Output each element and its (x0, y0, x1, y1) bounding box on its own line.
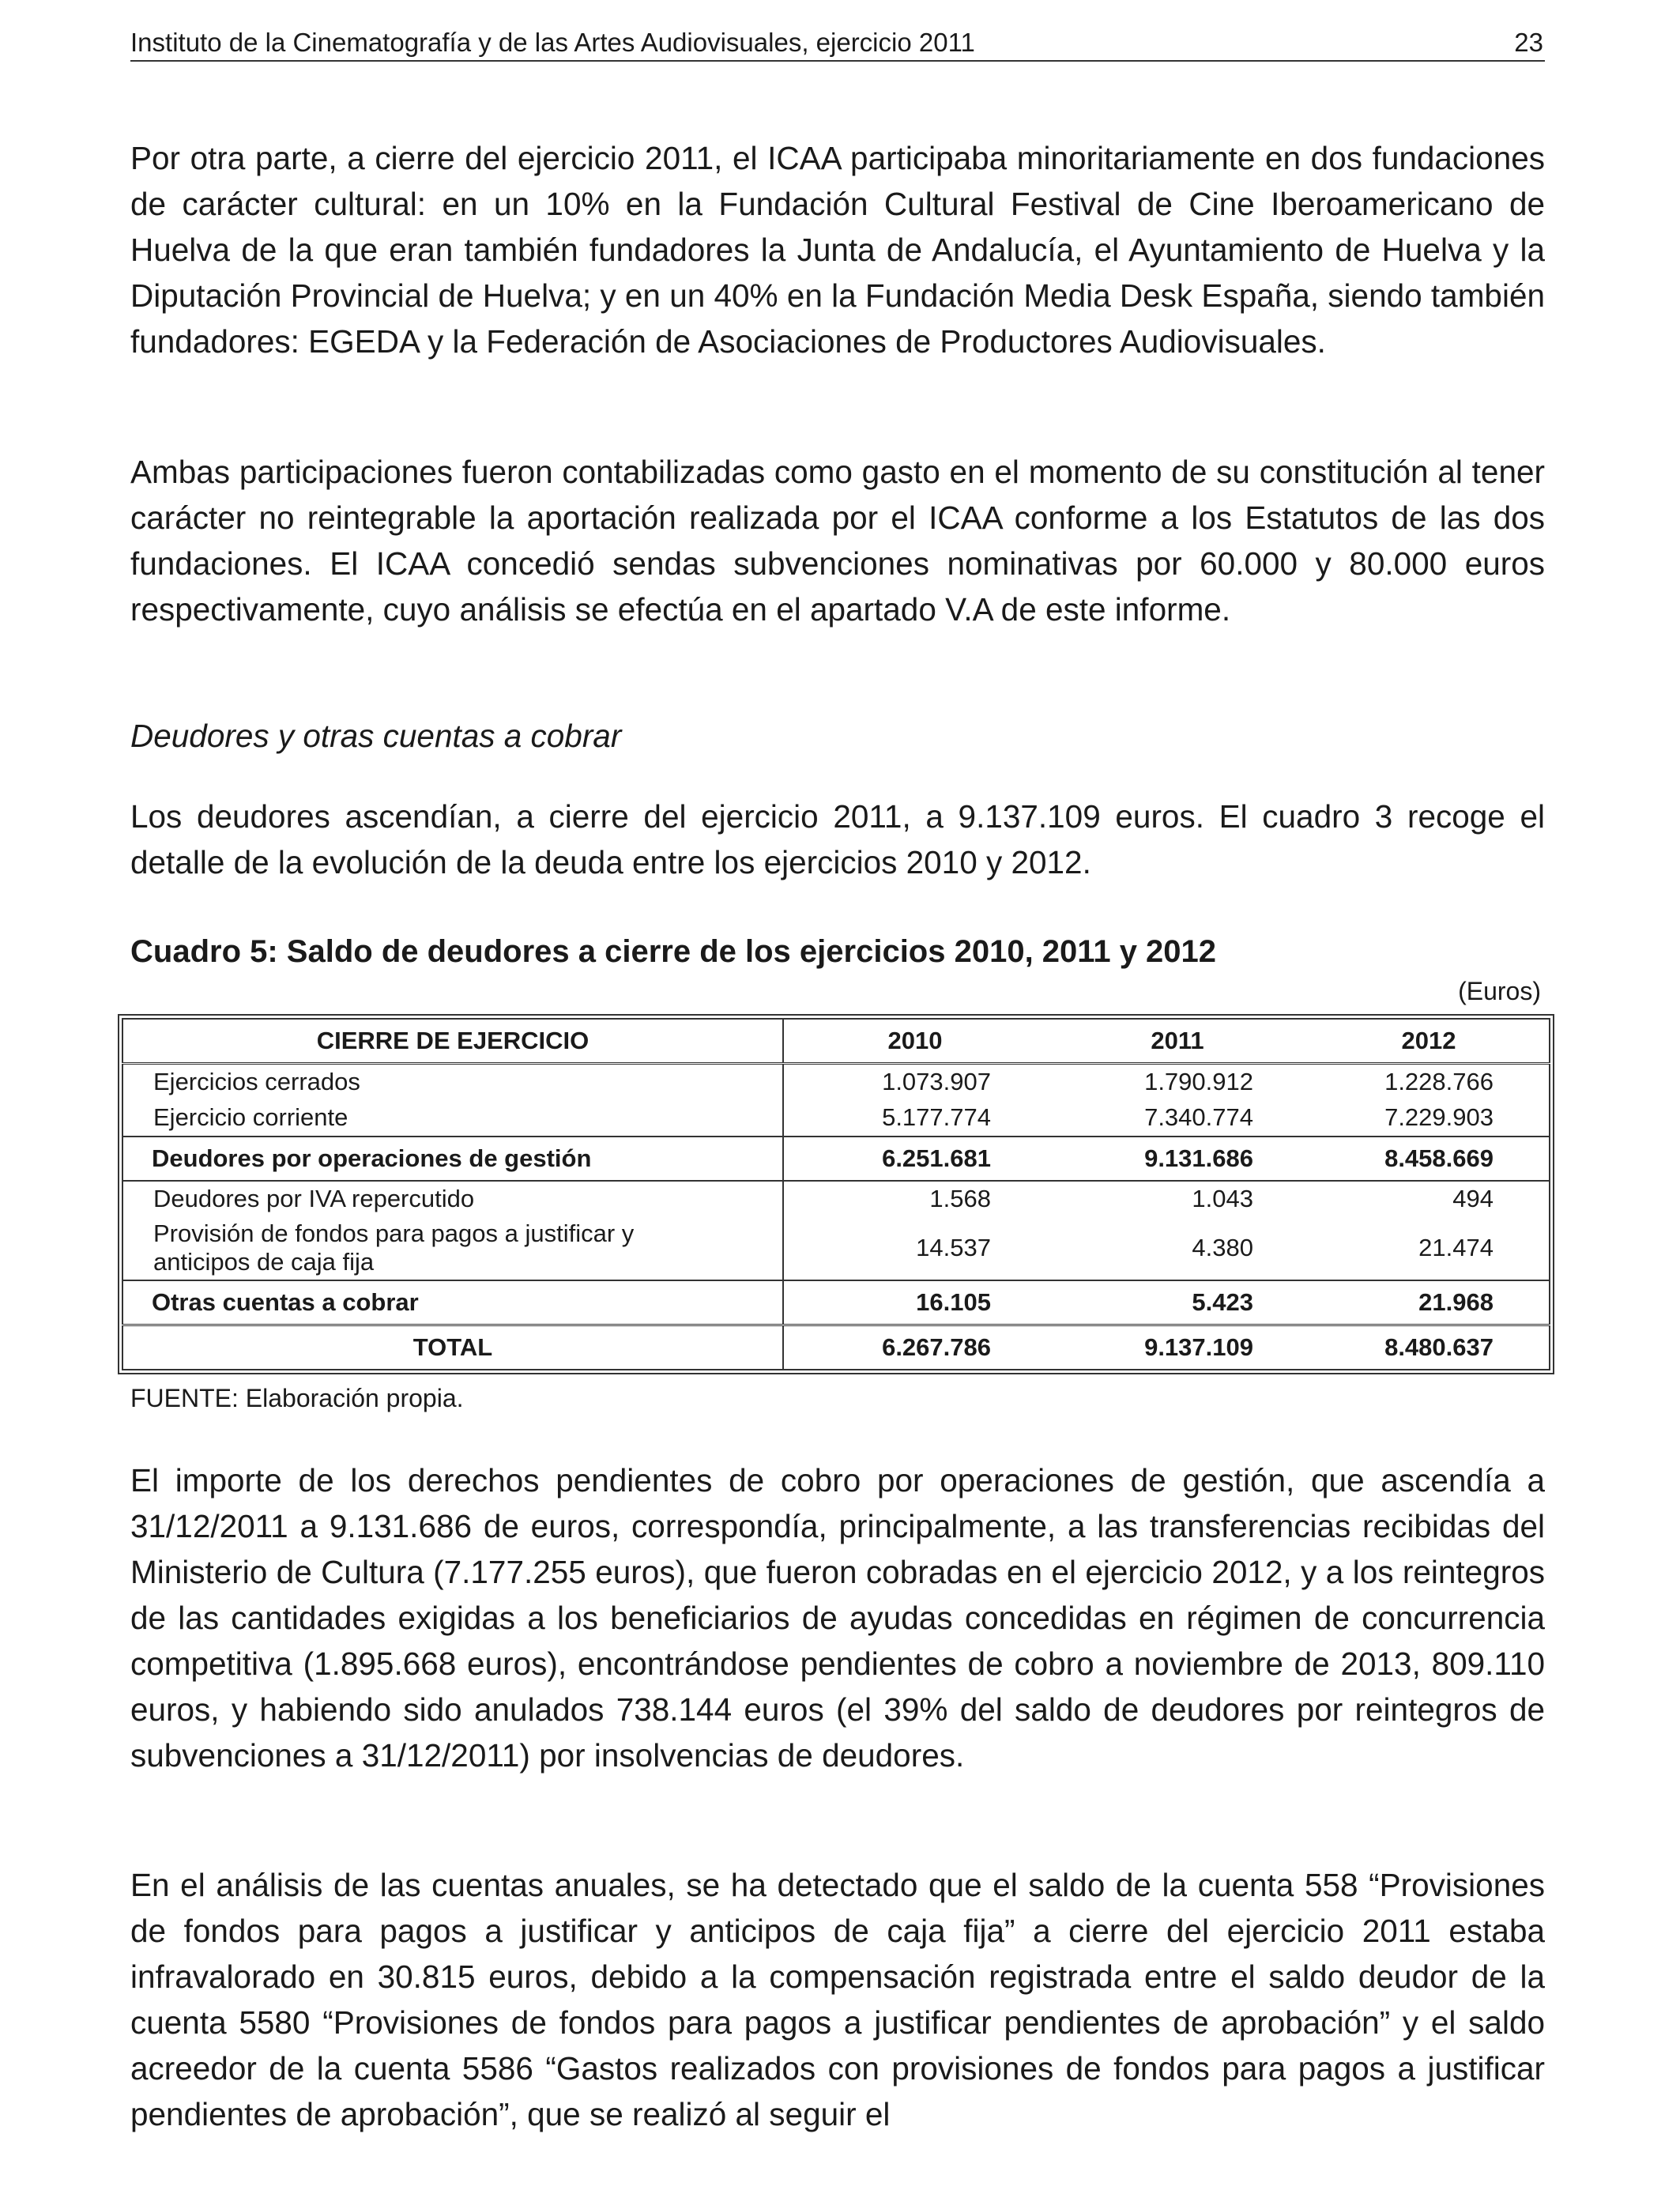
table-row (122, 1181, 1550, 1217)
cell-value: 6.251.681 (783, 1137, 1046, 1181)
cell-value: 7.340.774 (1144, 1103, 1253, 1131)
page-header (130, 25, 1545, 62)
cell-value: 1.790.912 (1144, 1068, 1253, 1096)
page-number: 23 (1514, 28, 1543, 57)
header-cell-2011: 2011 (1046, 1019, 1309, 1064)
paragraph-provisions: En el análisis de las cuentas anuales, se ha detectado que el saldo de la cuenta 558 “Provisiones de fondos para pagos a justificar y anticipos de caja fija” a cierre del ejercicio 2011 estaba infravalorado en 30.815 euros, debido a la compensación registrada entre el saldo deudor de la cuenta 5580 “Provisiones de fondos para pagos a justificar pendientes de aprobación” y el saldo acreedor de la cuenta 5586 “Gastos realizados con provisiones de fondos para pagos a justificar pendientes de aprobación”, que se realizó al seguir el (130, 1867, 1545, 2132)
cell-value: 16.105 (783, 1280, 1046, 1325)
paragraph-collection: El importe de los derechos pendientes de cobro por operaciones de gestión, que ascendía a 31/12/2011 a 9.131.686 de euros, correspondía, principalmente, a las transferencias recibidas del Ministerio de Cultura (7.177.255 euros), que fueron cobradas en el ejercicio 2012, y a los reintegros de las cantidades exigidas a los beneficiarios de ayudas concedidas en régimen de concurrencia competitiva (1.895.668 euros), encontrándose pendientes de cobro a noviembre de 2013, 809.110 euros, y habiendo sido anulados 738.144 euros (el 39% del saldo de deudores por reintegros de subvenciones a 31/12/2011) por insolvencias de deudores. (130, 1462, 1545, 1774)
cell-value: 14.537 (916, 1234, 991, 1261)
table-row (122, 1064, 1550, 1100)
cell-value: 9.137.109 (1046, 1325, 1309, 1370)
cell-value: 9.131.686 (1046, 1137, 1309, 1181)
cell-value: 6.267.786 (783, 1325, 1046, 1370)
paragraph-accounting: Ambas participaciones fueron contabilizadas como gasto en el momento de su constitución al tener carácter no reintegrable la aportación realizada por el ICAA conforme a los Estatutos de las dos fundaciones. El ICAA concedió sendas subvenciones nominativas por 60.000 y 80.000 euros respectivamente, cuyo análisis se efectúa en el apartado V.A de este informe. (130, 454, 1545, 628)
row-label: Ejercicios cerrados (122, 1064, 783, 1100)
cell-value: 4.380 (1192, 1234, 1253, 1261)
cell-value: 21.968 (1309, 1280, 1550, 1325)
debtors-table (122, 1018, 1550, 1370)
table-caption: Cuadro 5: Saldo de deudores a cierre de los ejercicios 2010, 2011 y 2012 (130, 934, 1217, 969)
paragraph-debtors: Los deudores ascendían, a cierre del ejercicio 2011, a 9.137.109 euros. El cuadro 3 recoge el detalle de la evolución de la deuda entre los ejercicios 2010 y 2012. (130, 798, 1545, 880)
row-label: Deudores por operaciones de gestión (122, 1137, 783, 1181)
cell-value: 5.177.774 (882, 1103, 991, 1131)
table-row (122, 1100, 1550, 1137)
header-title: Instituto de la Cinematografía y de las Artes Audiovisuales, ejercicio 2011 (130, 28, 975, 57)
row-label: TOTAL (122, 1325, 783, 1370)
section-subheading: Deudores y otras cuentas a cobrar (130, 718, 622, 754)
table-row-subtotal (122, 1137, 1550, 1181)
cell-value: 8.458.669 (1309, 1137, 1550, 1181)
table-units: (Euros) (1458, 977, 1541, 1005)
header-cell-2010: 2010 (783, 1019, 1046, 1064)
cell-value: 21.474 (1418, 1234, 1494, 1261)
cell-value: 1.073.907 (882, 1068, 991, 1096)
cell-value: 1.228.766 (1384, 1068, 1494, 1096)
table-row-subtotal (122, 1280, 1550, 1325)
table-header-row (122, 1019, 1550, 1064)
cell-value: 5.423 (1046, 1280, 1309, 1325)
row-label: Deudores por IVA repercutido (122, 1181, 783, 1217)
paragraph-foundations: Por otra parte, a cierre del ejercicio 2011, el ICAA participaba minoritariamente en dos fundaciones de carácter cultural: en un 10% en la Fundación Cultural Festival de Cine Iberoamericano de Huelva de la que eran también fundadores la Junta de Andalucía, el Ayuntamiento de Huelva y la Diputación Provincial de Huelva; y en un 40% en la Fundación Media Desk España, siendo también fundadores: EGEDA y la Federación de Asociaciones de Productores Audiovisuales. (130, 140, 1545, 360)
row-label: Otras cuentas a cobrar (122, 1280, 783, 1325)
row-label: Ejercicio corriente (122, 1100, 783, 1137)
table-row-total (122, 1325, 1550, 1370)
table-row (122, 1217, 1550, 1280)
table-frame (118, 1014, 1554, 1374)
cell-value: 7.229.903 (1384, 1103, 1494, 1131)
cell-value: 494 (1309, 1181, 1550, 1217)
header-cell-concept: CIERRE DE EJERCICIO (122, 1019, 783, 1064)
table-source: FUENTE: Elaboración propia. (130, 1384, 464, 1412)
header-cell-2012: 2012 (1309, 1019, 1550, 1064)
row-label: Provisión de fondos para pagos a justificar y anticipos de caja fija (153, 1220, 635, 1276)
cell-value: 1.043 (1046, 1181, 1309, 1217)
cell-value: 8.480.637 (1309, 1325, 1550, 1370)
cell-value: 1.568 (783, 1181, 1046, 1217)
